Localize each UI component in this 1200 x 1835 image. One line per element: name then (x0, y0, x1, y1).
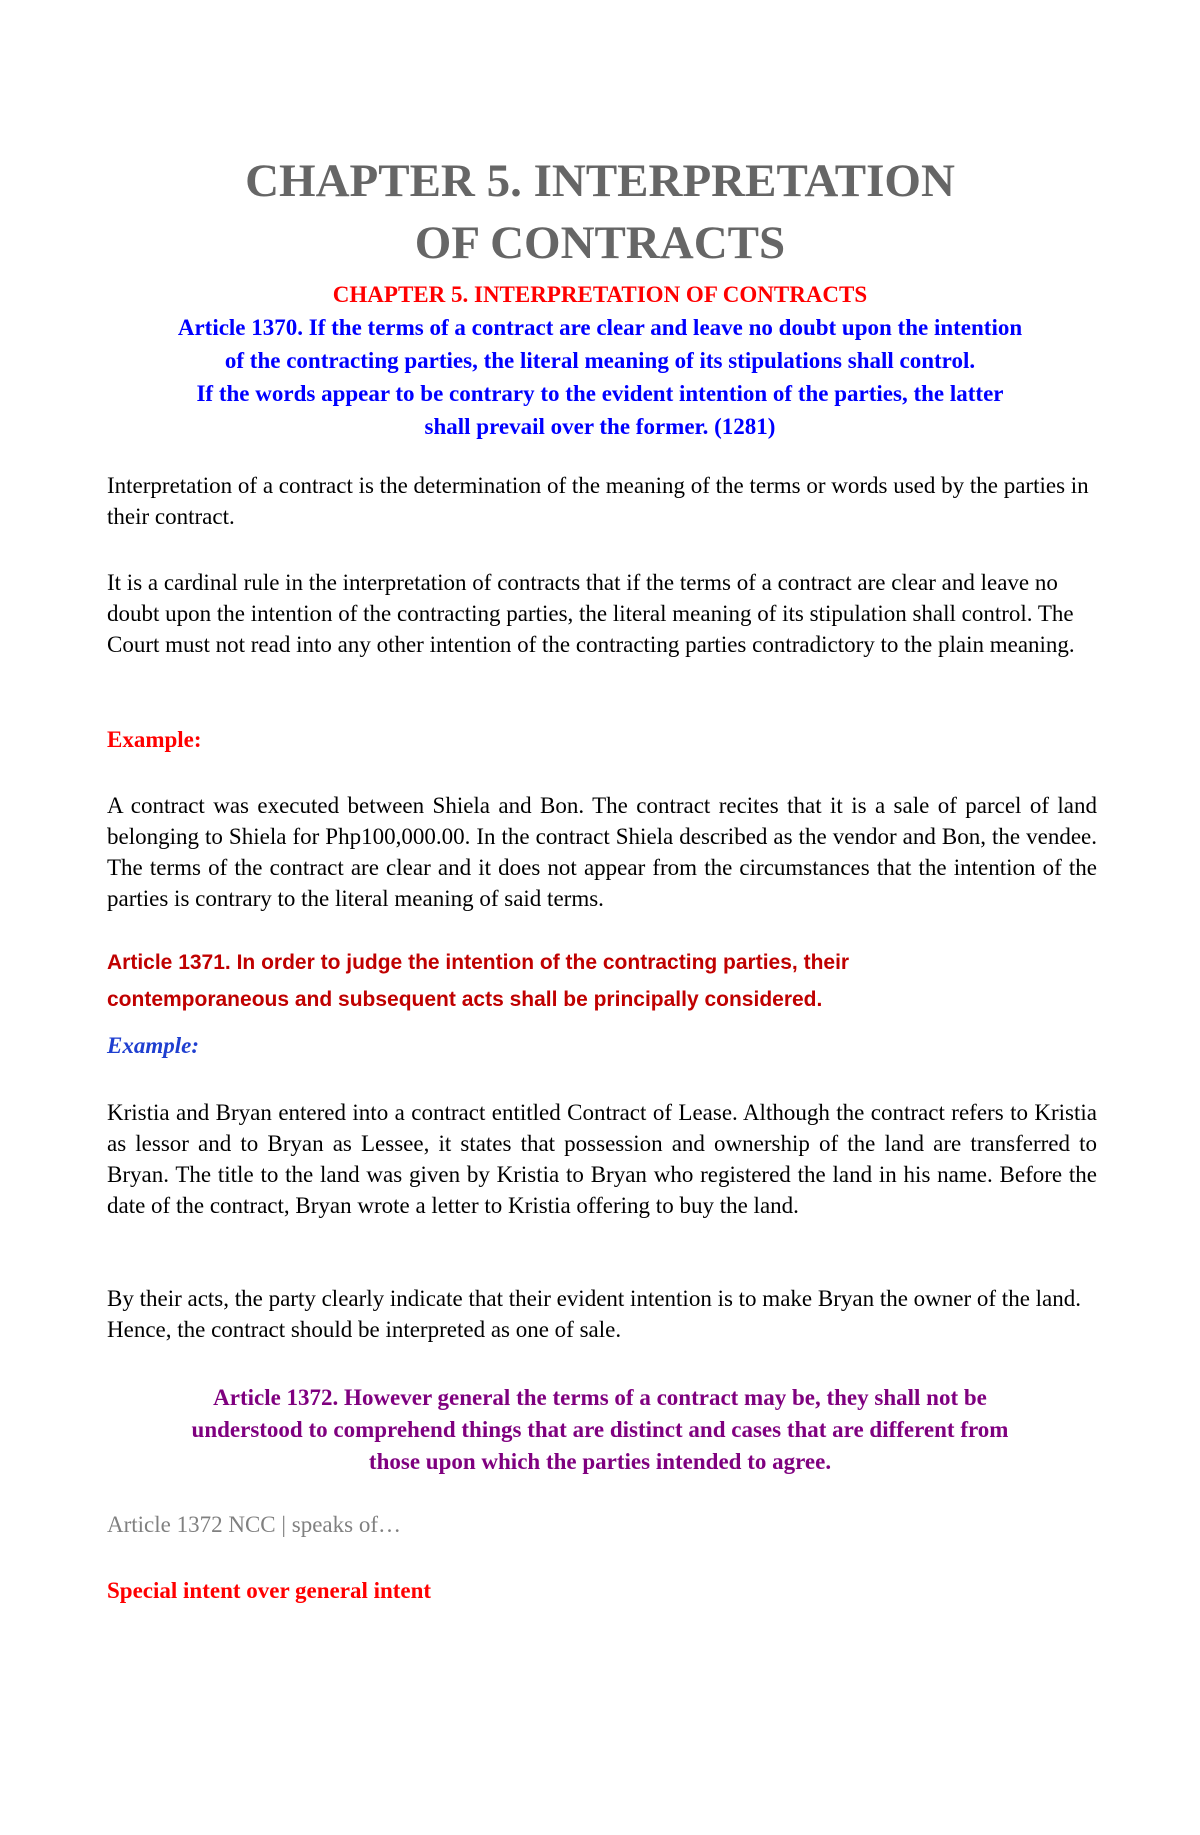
ncc-note: Article 1372 NCC | speaks of… (107, 1512, 401, 1537)
title-line-2: OF CONTRACTS (414, 217, 786, 269)
article-1370-line: shall prevail over the former. (1281) (424, 414, 776, 439)
article-1372-line: those upon which the parties intended to agree. (368, 1449, 832, 1474)
special-intent-heading: Special intent over general intent (107, 1578, 432, 1603)
paragraph-example-2: Kristia and Bryan entered into a contract entitled Contract of Lease. Although the contract refers to Kristia as lessor and to Bryan as Lessee, it states that possession and ownership of the land are transferred to Bryan. The title to the land was given by Kristia to Bryan who registered the land in his name. Before the date of the contract, Bryan wrote a letter to Kristia offering to buy the land. (107, 1100, 1097, 1218)
article-1370-line: If the words appear to be contrary to the evident intention of the parties, the latter (196, 381, 1004, 406)
chapter-heading: CHAPTER 5. INTERPRETATION OF CONTRACTS (332, 282, 868, 307)
article-1370-line: of the contracting parties, the literal meaning of its stipulations shall control. (224, 348, 976, 373)
paragraph-their-acts: By their acts, the party clearly indicate that their evident intention is to make Bryan the owner of the land. Hence, the contract should be interpreted as one of sale. (107, 1286, 1081, 1342)
article-1372-line: understood to comprehend things that are distinct and cases that are different from (191, 1417, 1009, 1442)
example-label-2: Example: (107, 1033, 199, 1058)
paragraph-example-1: A contract was executed between Shiela and Bon. The contract recites that it is a sale of parcel of land belonging to Shiela for Php100,000.00. In the contract Shiela described as the vendor and Bon, the vendee. The terms of the contract are clear and it does not appear from the circumstances that the intention of the parties is contrary to the literal meaning of said terms. (107, 793, 1097, 911)
page-title (0, 150, 1200, 274)
article-1371-line: contemporaneous and subsequent acts shall be principally considered. (107, 988, 823, 1011)
title-line-1: CHAPTER 5. INTERPRETATION (245, 155, 955, 207)
article-1370-line: Article 1370. If the terms of a contract are clear and leave no doubt upon the intention (177, 315, 1023, 340)
article-1371-line: Article 1371. In order to judge the intention of the contracting parties, their (107, 951, 850, 974)
article-1372-line: Article 1372. However general the terms of a contract may be, they shall not be (213, 1385, 987, 1410)
example-label-1: Example: (107, 727, 202, 752)
article-1372 (100, 1382, 1100, 1478)
paragraph-cardinal-rule: It is a cardinal rule in the interpretation of contracts that if the terms of a contract are clear and leave no doubt upon the intention of the contracting parties, the literal meaning of its stipulation shall control. The Court must not read into any other intention of the contracting parties contradictory to the plain meaning. (107, 570, 1075, 657)
article-1370 (100, 311, 1100, 443)
article-1371 (107, 944, 1097, 1018)
paragraph-interpretation: Interpretation of a contract is the determination of the meaning of the terms or words used by the parties in their contract. (107, 473, 1089, 529)
